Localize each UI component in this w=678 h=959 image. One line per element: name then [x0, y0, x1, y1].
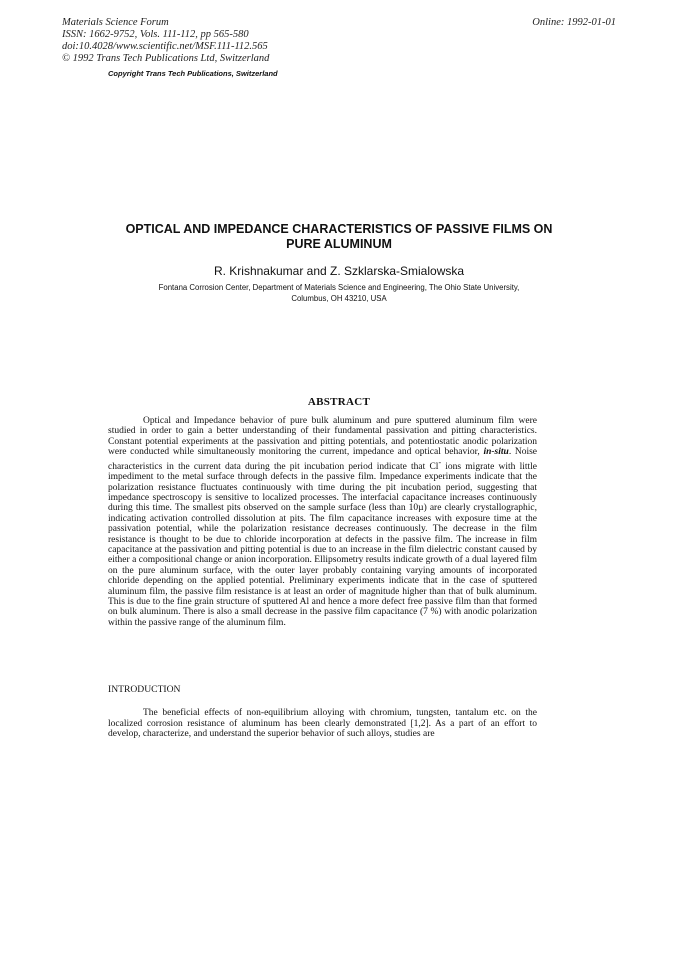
publisher-copyright: © 1992 Trans Tech Publications Ltd, Switzerland — [62, 53, 270, 64]
journal-name: Materials Science Forum — [62, 17, 169, 28]
abstract-text-2: . Noise characteristics in the current data during the pit incubation period indicate that Cl — [108, 447, 538, 472]
authors: R. Krishnakumar and Z. Szklarska-Smialowska — [213, 264, 465, 278]
in-situ-emphasis: in-situ — [483, 447, 509, 458]
title-line-2: PURE ALUMINUM — [286, 237, 392, 251]
introduction-heading: INTRODUCTION — [108, 684, 181, 695]
doi-line[interactable]: doi:10.4028/www.scientific.net/MSF.111-112.565 — [62, 41, 268, 52]
journal-header — [62, 17, 269, 65]
title-line-1: OPTICAL AND IMPEDANCE CHARACTERISTICS OF PASSIVE FILMS ON — [125, 222, 553, 236]
introduction-text: The beneficial effects of non-equilibrium alloying with chromium, tungsten, tantalum etc. on the localized corrosion resistance of aluminum has been clearly demonstrated [1,2]. As a part of an effort to develop, characterize, and understand the superior behavior of such alloys, studies are — [108, 708, 537, 740]
paper-title — [80, 222, 598, 252]
issn-line: ISSN: 1662-9752, Vols. 111-112, pp 565-580 — [62, 29, 249, 40]
abstract-text-3: ions migrate with little impediment to the metal surface through defects in the passive film. Impedance experiments indicate that the polarization resistance fluctuates continuously with time during the pit incubation period, suggesting that impedance spectroscopy is sensitive to localized processes. The interfacial capacitance increases continuously during this time. The smallest pits observed on the sample surface (less than 10µ) are clearly crystallographic, indicating activation controlled dissolution at pits. The film capacitance increases with exposure time at the passivation potential, while the polarization resistance decreases continuously. The decrease in the film resistance is thought to be due to chloride incorporation at defects in the passive film. The increase in film capacitance at the passivation and pitting potential is due to an increase in the film dielectric constant caused by either a compositional change or anion incorporation. Ellipsometry results indicate growth of a dual layered film on the pure aluminum surface, with the outer layer probably containing varying amounts of incorporated chloride depending on the applied potential. Preliminary experiments indicate that in the case of sputtered aluminum film, the passive film resistance is at least an order of magnitude higher than that of bulk aluminum. This is due to the fine grain structure of sputtered Al and hence a more defect free passive film than that formed on bulk aluminum. There is also a small decrease in the passive film capacitance (7 %) with anodic polarization within the passive range of the aluminum film. — [108, 461, 537, 628]
abstract-heading: ABSTRACT — [307, 396, 371, 408]
affiliation-line-2: Columbus, OH 43210, USA — [291, 294, 387, 303]
online-date: Online: 1992-01-01 — [532, 17, 616, 28]
introduction-body — [108, 708, 537, 740]
abstract-body — [108, 416, 537, 628]
affiliation — [80, 282, 598, 304]
chloride-superscript: - — [438, 457, 442, 467]
affiliation-line-1: Fontana Corrosion Center, Department of Materials Science and Engineering, The Ohio State University, — [158, 283, 520, 292]
abstract-text-1: Optical and Impedance behavior of pure bulk aluminum and pure sputtered aluminum film were studied in order to gain a better understanding of their fundamental passivation and pitting characteristics. Constant potential experiments at the passivation and pitting potentials, and potentiostatic anodic polarization were conducted while simultaneously monitoring the current, impedance and optical behavior, — [108, 416, 537, 458]
copyright-notice: Copyright Trans Tech Publications, Switzerland — [108, 69, 278, 78]
